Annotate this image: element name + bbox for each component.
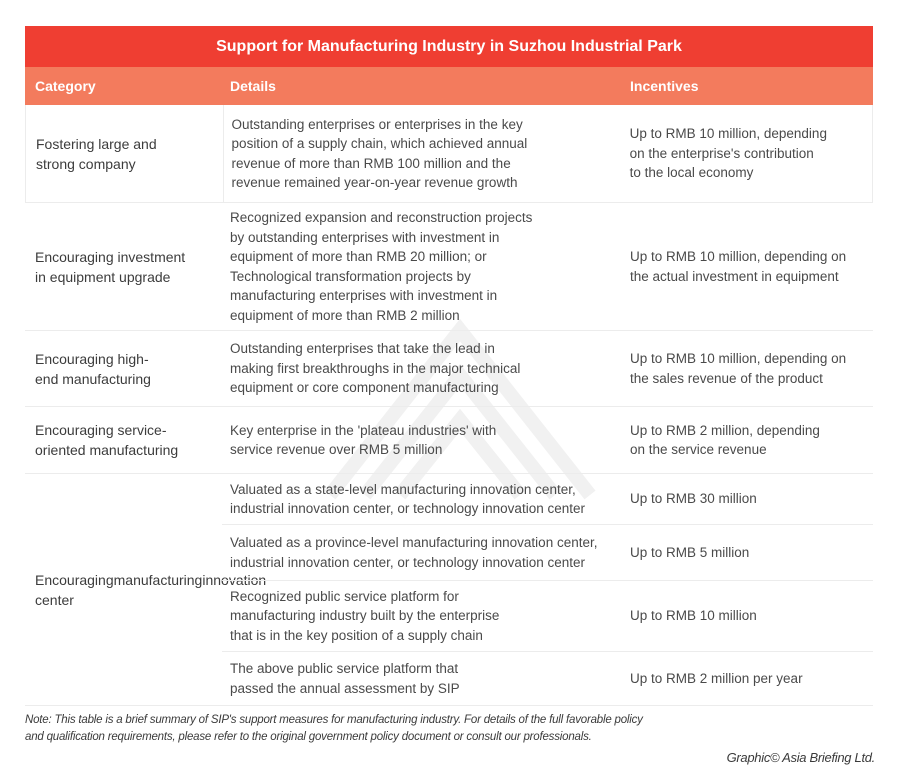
table-title: Support for Manufacturing Industry in Suzhou Industrial Park [25, 26, 873, 67]
details-cell: Key enterprise in the 'plateau industries' with service revenue over RMB 5 million [230, 422, 497, 457]
table-subrow [222, 474, 873, 525]
table-subrow [222, 581, 873, 652]
footnote: Note: This table is a brief summary of SIP's support measures for manufacturing industry. For details of the full favorable policy and qualification requirements, please refer to the original government policy document or consult our professionals. [25, 714, 643, 743]
details-cell: Outstanding enterprises that take the lead in making first breakthroughs in the major technical equipment or core component manufacturing [230, 341, 521, 396]
details-cell: Valuated as a state-level manufacturing innovation center, industrial innovation center, or technology innovation center [230, 481, 585, 516]
table-row [25, 407, 873, 474]
table-subrow [222, 652, 873, 705]
table-row-group [25, 474, 873, 706]
incentive-table [25, 26, 873, 706]
incentives-cell: Up to RMB 10 million, depending on the enterprise's contribution to the local economy [629, 126, 827, 181]
category-cell: Encouraging investment in equipment upgrade [35, 248, 186, 285]
table-row [25, 331, 873, 407]
category-cell: Encouraging high- end manufacturing [35, 350, 151, 387]
details-cell: Recognized public service platform for manufacturing industry built by the enterprise that is in the key position of a supply chain [230, 588, 500, 643]
header-category: Category [35, 78, 96, 94]
incentives-cell: Up to RMB 10 million, depending on the sales revenue of the product [630, 351, 847, 386]
details-cell: Recognized expansion and reconstruction projects by outstanding enterprises with investment in equipment of more than RMB 20 million; or Technological transformation projects by manufacturing enterprises with investment in equipment of more than RMB 2 million [230, 210, 533, 323]
category-cell: Encouraging service- oriented manufacturing [35, 422, 179, 458]
incentives-cell: Up to RMB 30 million [630, 491, 757, 507]
credit-text: Graphic© Asia Briefing Ltd. [726, 750, 875, 765]
incentives-cell: Up to RMB 2 million per year [630, 670, 803, 686]
table-header [25, 67, 873, 105]
details-cell: Valuated as a province-level manufacturing innovation center, industrial innovation center, or technology innovation center [230, 535, 598, 570]
table-subrow [222, 525, 873, 581]
details-cell: The above public service platform that passed the annual assessment by SIP [230, 661, 460, 696]
category-cell: Encouragingmanufacturinginnovation center [35, 571, 267, 608]
incentives-cell: Up to RMB 10 million [630, 608, 757, 624]
header-details: Details [230, 78, 276, 94]
details-cell: Outstanding enterprises or enterprises in the key position of a supply chain, which achieved annual revenue of more than RMB 100 million and the revenue remained year-on-year revenue growth [223, 105, 620, 202]
incentives-cell: Up to RMB 10 million, depending on the actual investment in equipment [630, 249, 847, 284]
incentives-cell: Up to RMB 5 million [630, 544, 750, 560]
incentives-cell: Up to RMB 2 million, depending on the service revenue [630, 422, 820, 457]
table-row [25, 105, 873, 203]
header-incentives: Incentives [630, 78, 699, 94]
category-cell: Fostering large and strong company [36, 135, 157, 172]
table-row [25, 203, 873, 331]
